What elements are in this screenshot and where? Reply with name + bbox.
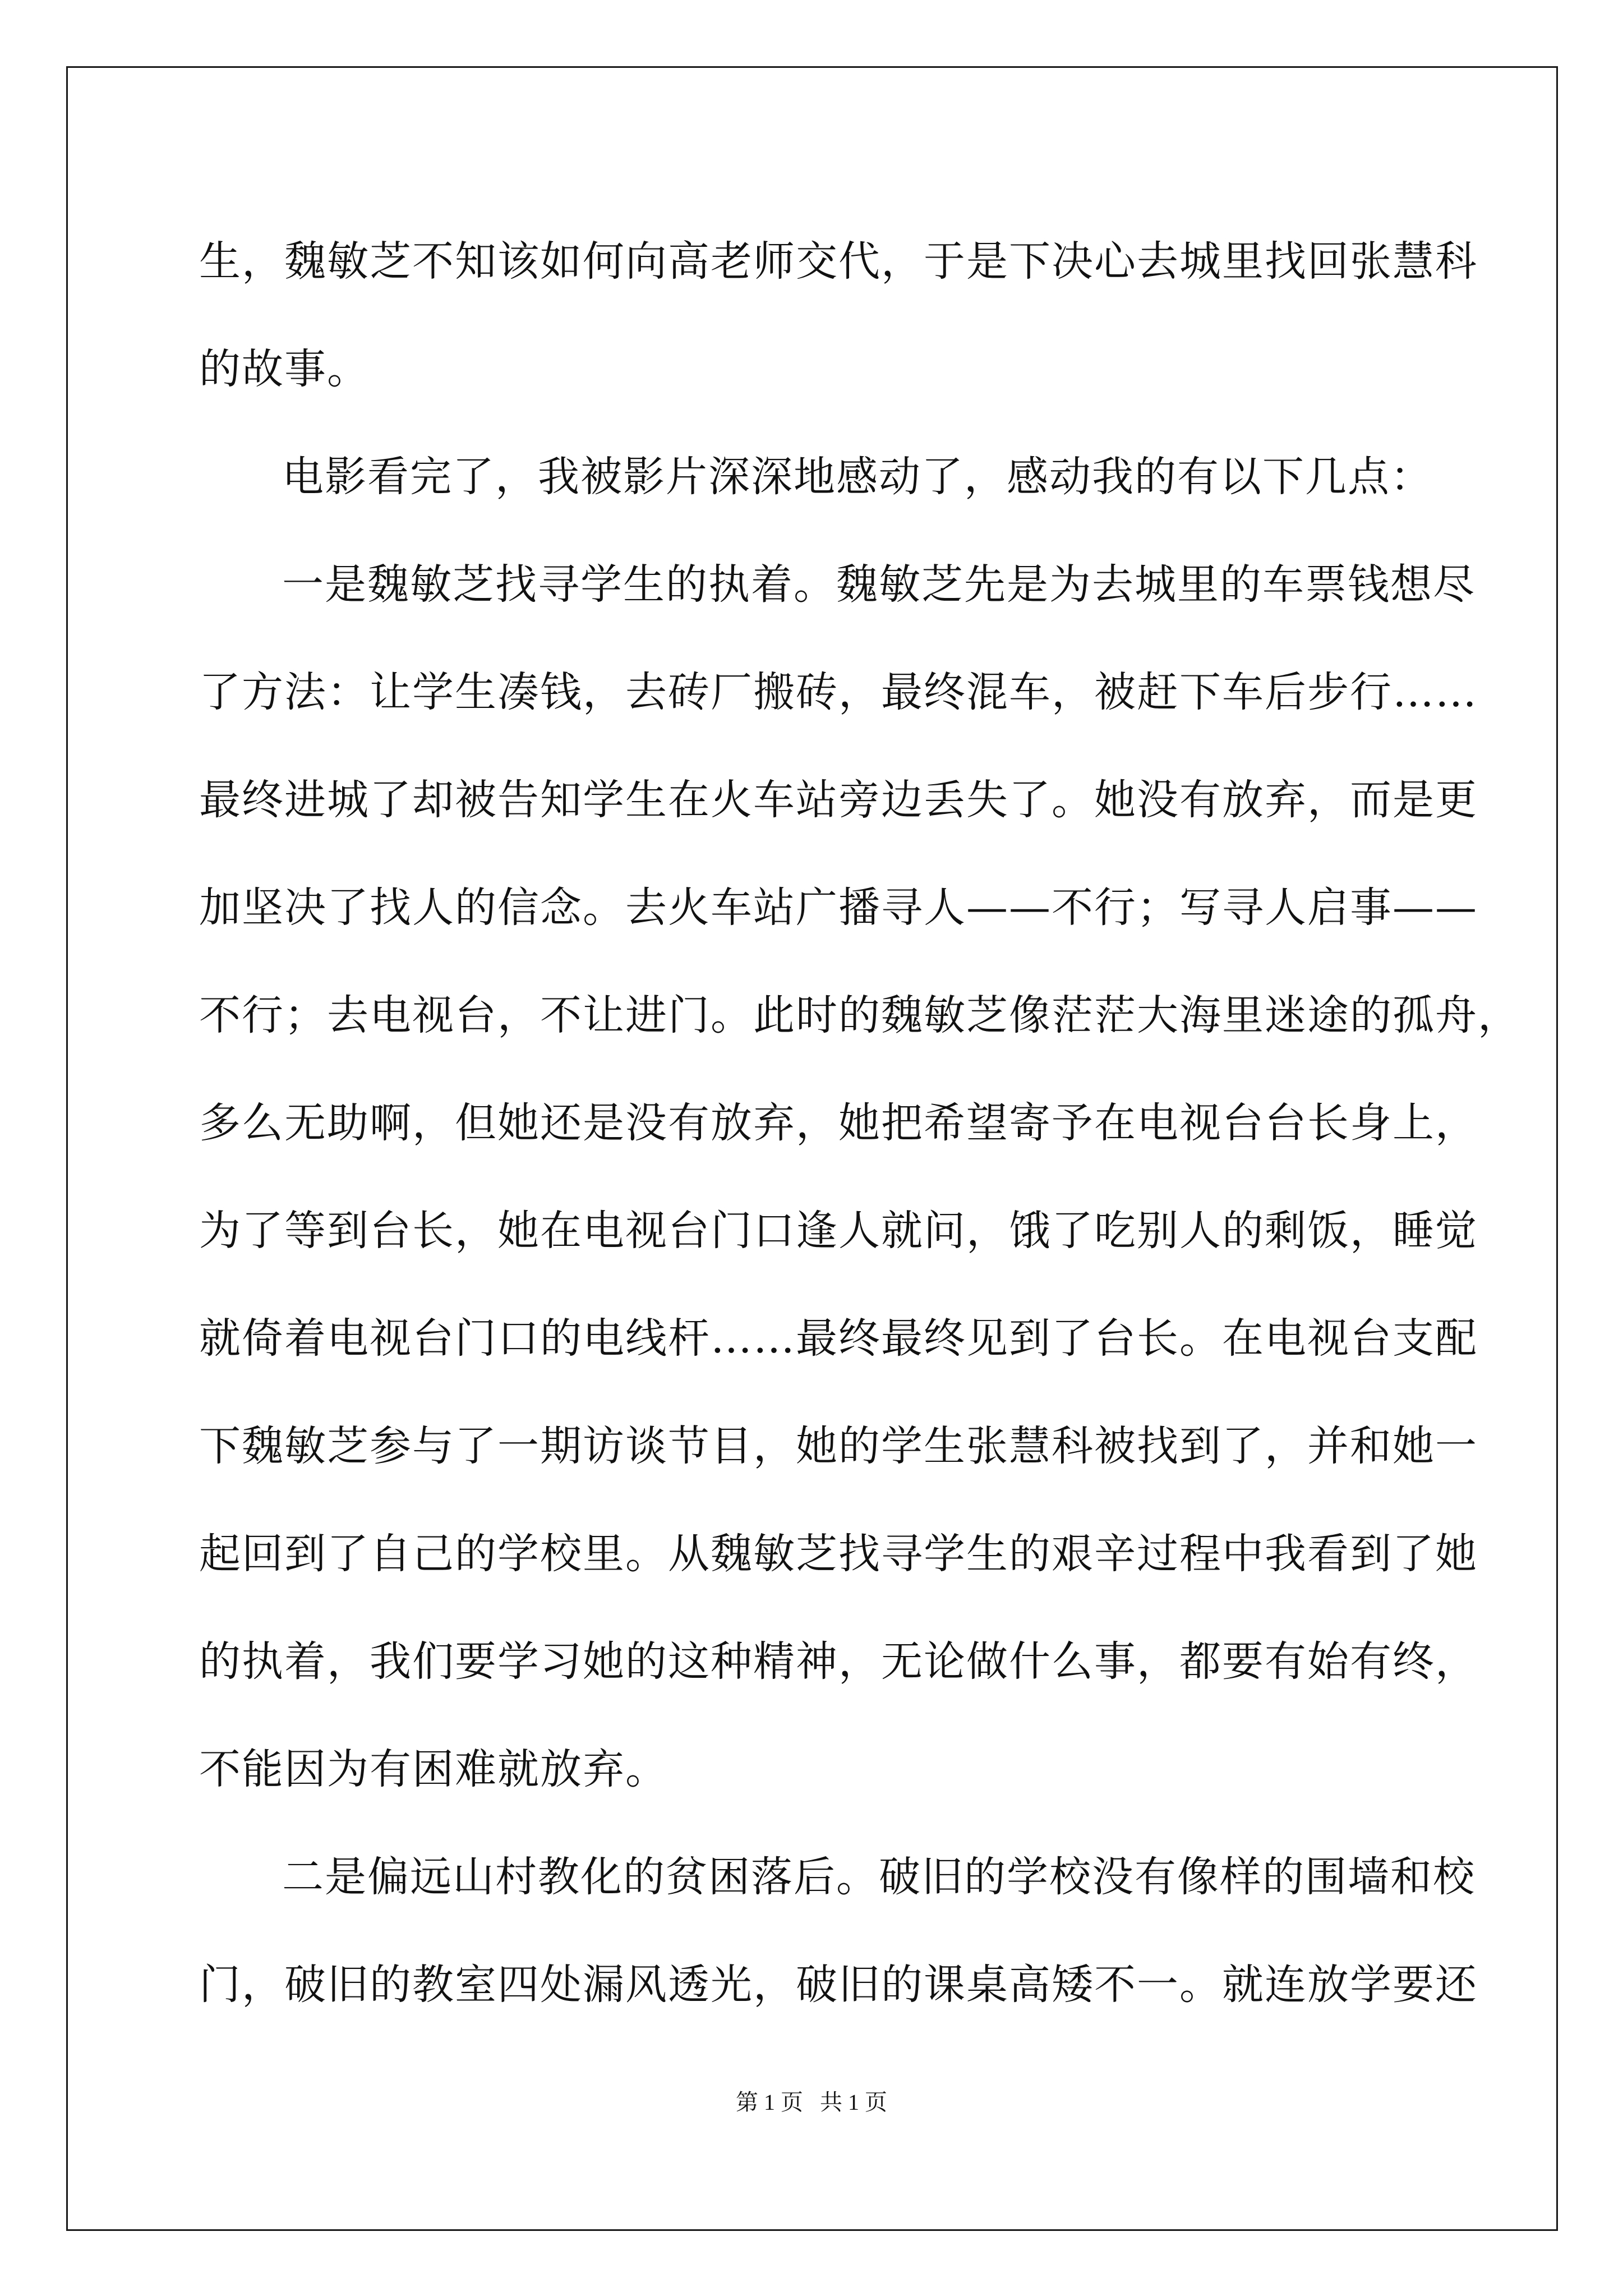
text-line: 了方法：让学生凑钱，去砖厂搬砖，最终混车，被赶下车后步行…… xyxy=(199,668,1478,716)
document-body xyxy=(199,208,1520,2039)
text-line: 多么无助啊，但她还是没有放弃，她把希望寄予在电视台台长身上， xyxy=(199,1099,1478,1147)
text-line: 门，破旧的教室四处漏风透光，破旧的课桌高矮不一。就连放学要还 xyxy=(199,1961,1478,2009)
text-line: 最终进城了却被告知学生在火车站旁边丢失了。她没有放弃，而是更 xyxy=(199,776,1478,824)
text-line: 就倚着电视台门口的电线杆……最终最终见到了台长。在电视台支配 xyxy=(199,1314,1478,1363)
text-line: 一是魏敏芝找寻学生的执着。魏敏芝先是为去城里的车票钱想尽 xyxy=(282,560,1476,609)
text-line: 生，魏敏芝不知该如何向高老师交代，于是下决心去城里找回张慧科 xyxy=(199,237,1478,286)
text-line: 下魏敏芝参与了一期访谈节目，她的学生张慧科被找到了，并和她一 xyxy=(199,1422,1478,1470)
text-line: 电影看完了，我被影片深深地感动了，感动我的有以下几点： xyxy=(282,453,1433,501)
text-line: 的故事。 xyxy=(199,345,370,393)
text-line: 不行；去电视台，不让进门。此时的魏敏芝像茫茫大海里迷途的孤舟， xyxy=(199,991,1520,1039)
page-footer: 第 1 页 共 1 页 xyxy=(736,2090,887,2115)
text-line: 为了等到台长，她在电视台门口逢人就问，饿了吃别人的剩饭，睡觉 xyxy=(199,1207,1478,1255)
text-line: 的执着，我们要学习她的这种精神，无论做什么事，都要有始有终， xyxy=(199,1637,1478,1686)
text-line: 二是偏远山村教化的贫困落后。破旧的学校没有像样的围墙和校 xyxy=(282,1853,1476,1901)
text-line: 起回到了自己的学校里。从魏敏芝找寻学生的艰辛过程中我看到了她 xyxy=(199,1530,1478,1578)
text-line: 加坚决了找人的信念。去火车站广播寻人——不行；写寻人启事—— xyxy=(199,884,1478,932)
text-line: 不能因为有困难就放弃。 xyxy=(199,1745,668,1793)
